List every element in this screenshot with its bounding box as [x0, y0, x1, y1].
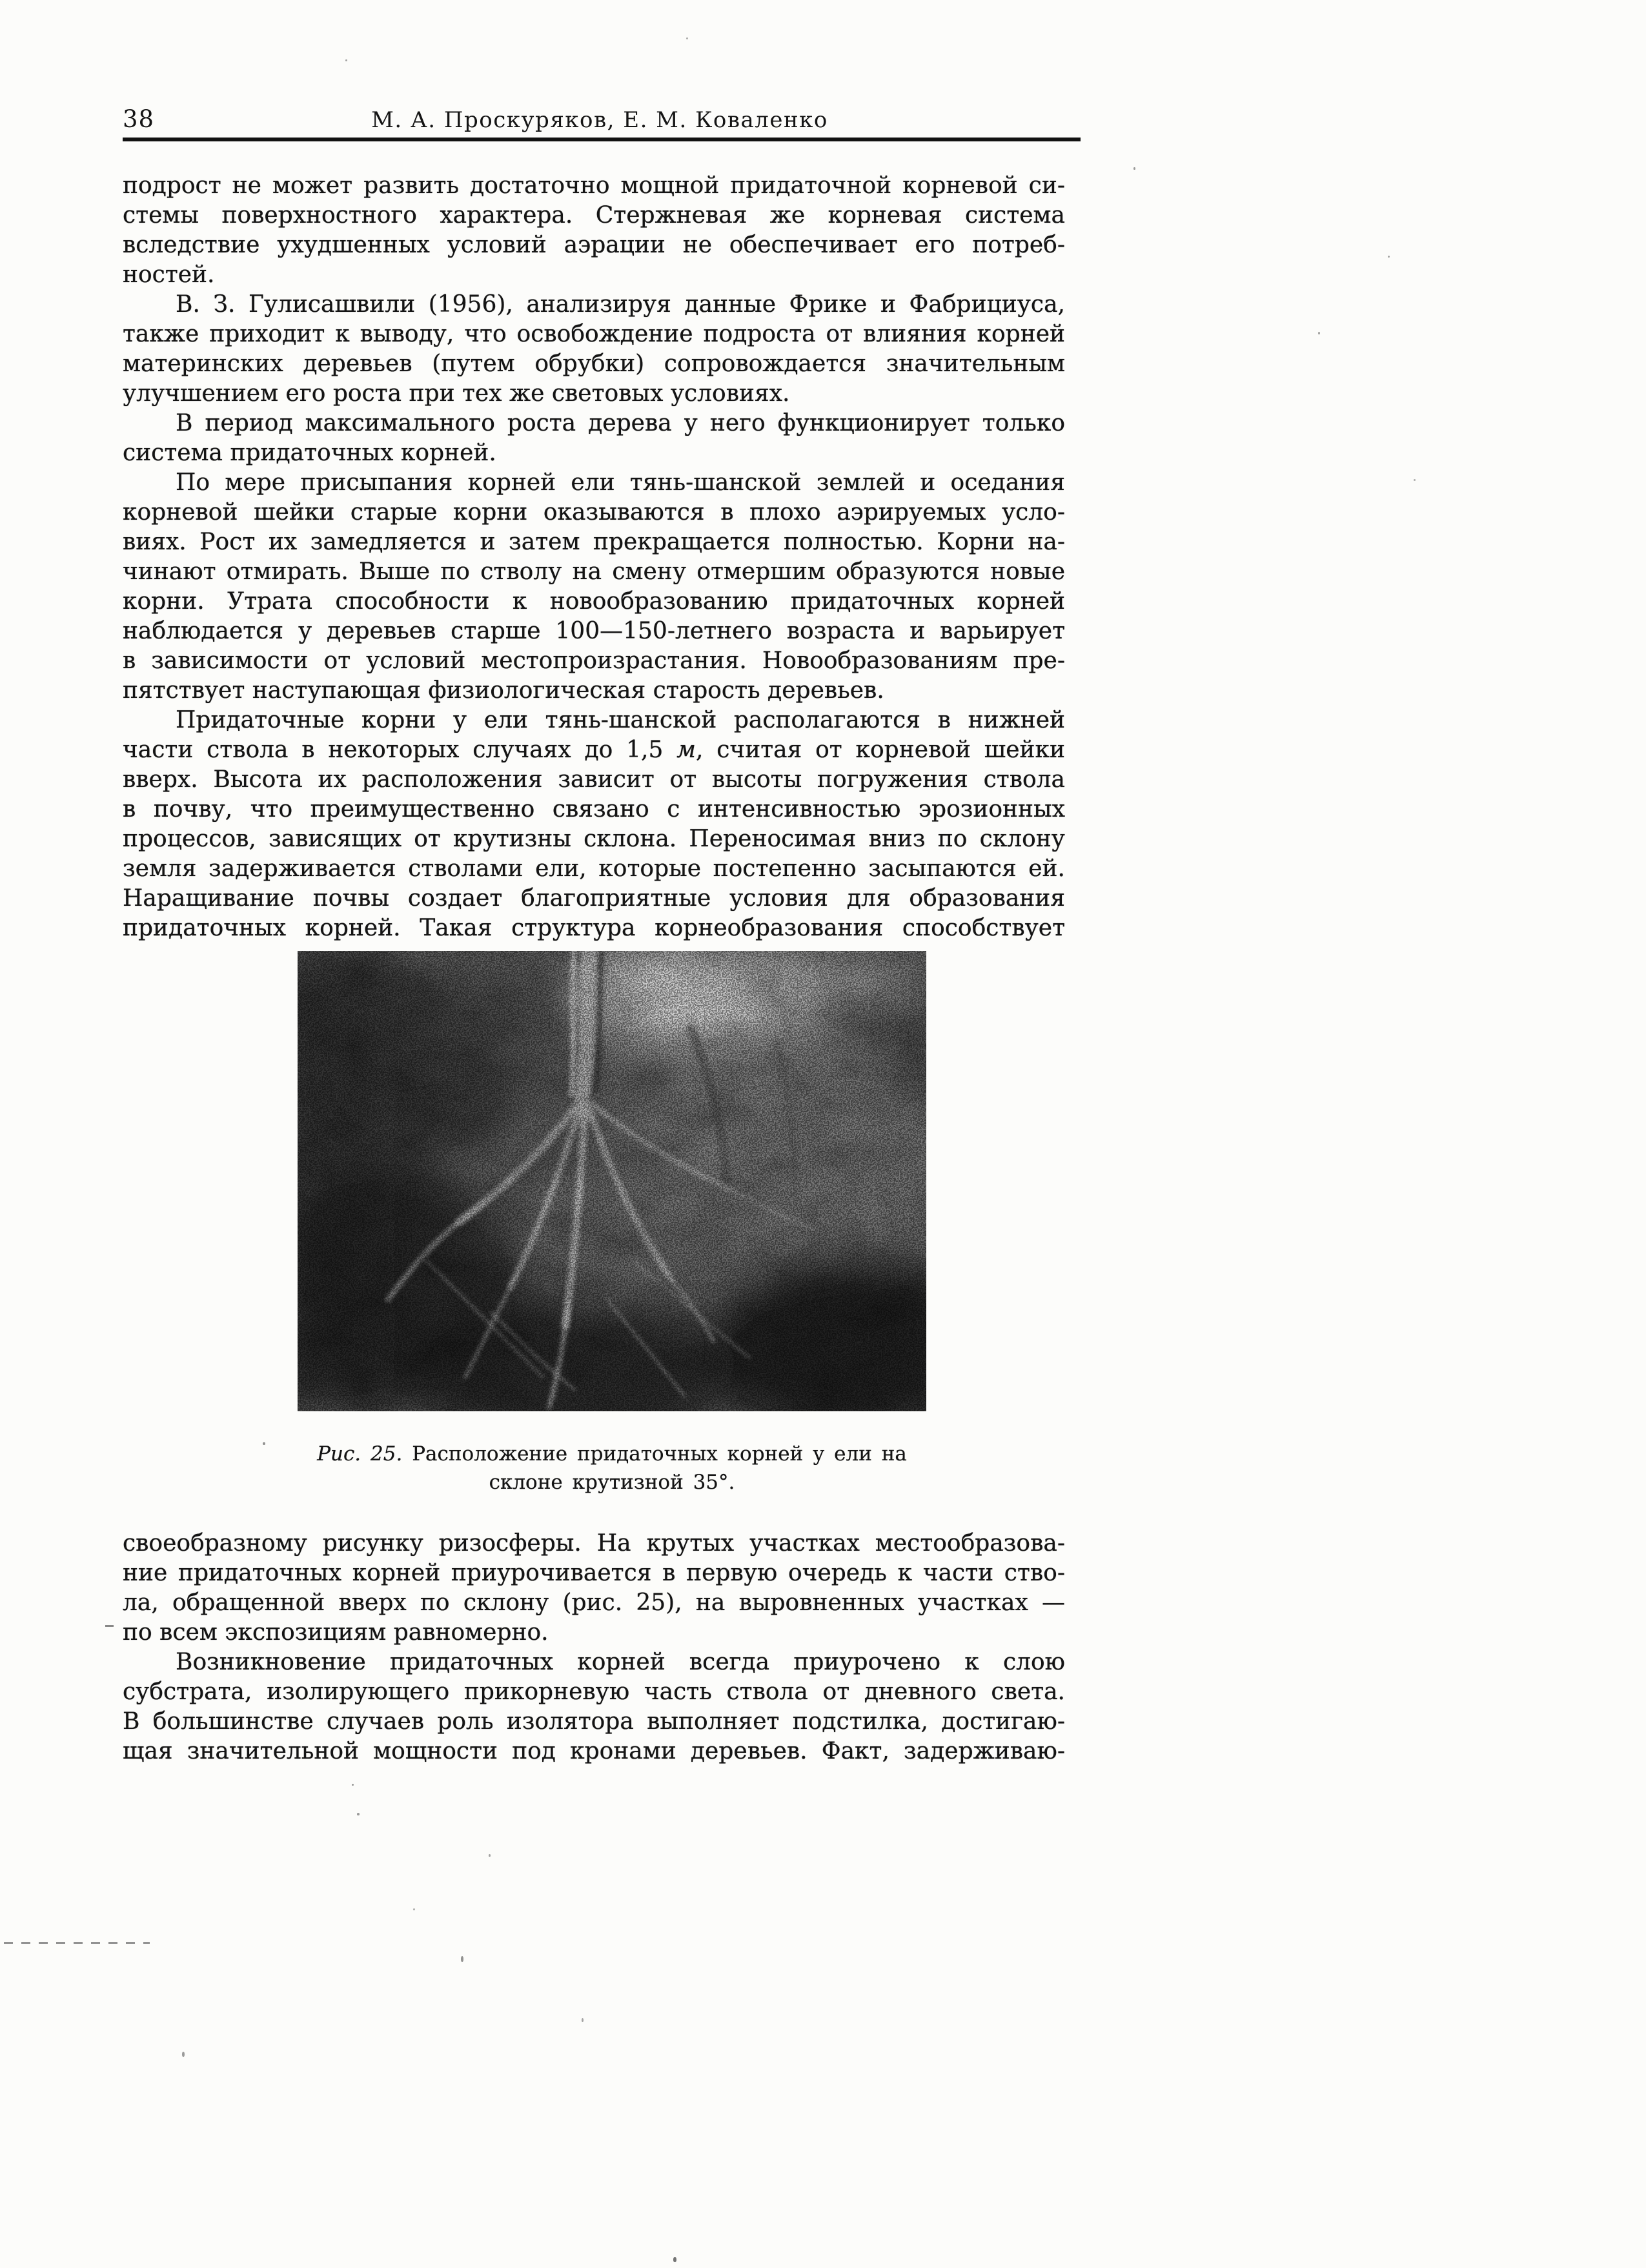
text-line: корневой шейки старые корни оказываются в плохо аэрируемых усло- — [123, 499, 1065, 526]
figure-photo-roots — [298, 951, 926, 1411]
text-line: По мере присыпания корней ели тянь-шанской землей и оседания — [176, 469, 1065, 496]
text-line: ла, обращенной вверх по склону (рис. 25), на выровненных участках — — [123, 1589, 1065, 1616]
text-line: придаточных корней. Такая структура корнеобразования способствует — [123, 915, 1065, 941]
scan-artifact — [1133, 167, 1135, 170]
text-line: улучшением его роста при тех же световых условиях. — [123, 380, 790, 407]
text-segment: части ствола в некоторых случаях до 1,5 — [123, 737, 677, 763]
halftone-photo-graphic — [298, 951, 926, 1411]
text-line: вверх. Высота их расположения зависит от высоты погружения ствола — [123, 766, 1065, 793]
text-line: пятствует наступающая физиологическая старость деревьев. — [123, 677, 884, 704]
text-line: в зависимости от условий местопроизрастания. Новообразованиям пре- — [123, 648, 1065, 674]
header-rule — [123, 138, 1081, 141]
text-column — [123, 171, 1065, 1766]
text-line: Возникновение придаточных корней всегда приурочено к слою — [176, 1649, 1065, 1675]
text-line: ние придаточных корней приурочивается в первую очередь к части ство- — [123, 1560, 1065, 1586]
scan-artifact — [345, 59, 347, 61]
scan-artifact — [489, 1854, 491, 1857]
scan-artifact — [105, 1625, 114, 1627]
text-line: виях. Рост их замедляется и затем прекращается полностью. Корни на- — [123, 529, 1065, 555]
text-line: материнских деревьев (путем обрубки) сопровождается значительным — [123, 351, 1065, 377]
text-line: система придаточных корней. — [123, 440, 496, 466]
text-line: Наращивание почвы создает благоприятные условия для образования — [123, 885, 1065, 912]
text-line: подрост не может развить достаточно мощной придаточной корневой си- — [123, 172, 1065, 199]
text-line: чинают отмирать. Выше по стволу на смену отмершим образуются новые — [123, 558, 1065, 585]
text-line: по всем экспозициям равномерно. — [123, 1619, 549, 1646]
text-line: щая значительной мощности под кронами деревьев. Факт, задерживаю- — [123, 1738, 1065, 1764]
scan-artifact — [461, 1956, 463, 1962]
figure-caption-text: Расположение придаточных корней у ели на — [412, 1442, 907, 1466]
text-line: наблюдается у деревьев старше 100—150-летнего возраста и варьирует — [123, 618, 1065, 644]
text-line: В период максимального роста дерева у него функционирует только — [176, 410, 1065, 436]
figure-25 — [298, 951, 926, 1497]
scan-artifact — [582, 2018, 584, 2022]
text-line: Придаточные корни у ели тянь-шанской располагаются в нижней — [176, 707, 1065, 733]
unit-meters-italic: м — [676, 737, 696, 763]
figure-caption-line1 — [298, 1440, 926, 1468]
paragraph — [123, 171, 1065, 290]
text-line: в почву, что преимущественно связано с интенсивностью эрозионных — [123, 796, 1065, 822]
scan-artifact — [263, 1442, 265, 1445]
scan-artifact — [1414, 479, 1416, 481]
text-line: также приходит к выводу, что освобождение подроста от влияния корней — [123, 321, 1065, 347]
paragraph — [123, 468, 1065, 706]
text-segment: , считая от корневой шейки — [696, 737, 1065, 763]
paragraph — [123, 706, 1065, 943]
figure-caption — [298, 1440, 926, 1497]
running-header: М. А. Проскуряков, Е. М. Коваленко — [371, 107, 828, 133]
figure-caption-line2: склоне крутизной 35°. — [489, 1471, 735, 1494]
text-line: ностей. — [123, 261, 215, 288]
scan-artifact — [1318, 332, 1320, 334]
scan-artifact — [182, 2052, 185, 2057]
text-line: земля задерживается стволами ели, которые постепенно засыпаются ей. — [123, 855, 1065, 882]
scan-artifact — [1388, 256, 1390, 258]
paragraph — [123, 1529, 1065, 1648]
scan-artifact — [352, 1784, 354, 1786]
text-line: корни. Утрата способности к новообразованию придаточных корней — [123, 588, 1065, 615]
text-line: своеобразному рисунку ризосферы. На крутых участках местообразова- — [123, 1530, 1065, 1557]
text-line: вследствие ухудшенных условий аэрации не обеспечивает его потреб- — [123, 232, 1065, 258]
paragraph — [123, 409, 1065, 468]
text-line: стемы поверхностного характера. Стержневая же корневая система — [123, 202, 1065, 229]
text-line — [123, 735, 1065, 765]
scan-artifact — [4, 1942, 150, 1944]
page-number: 38 — [123, 105, 155, 133]
paragraph — [123, 290, 1065, 409]
text-line: В. З. Гулисашвили (1956), анализируя данные Фрике и Фабрициуса, — [176, 291, 1065, 318]
paragraph — [123, 1648, 1065, 1766]
scan-artifact — [673, 2257, 676, 2262]
text-line: субстрата, изолирующего прикорневую часть ствола от дневного света. — [123, 1679, 1065, 1705]
figure-label: Рис. 25. — [317, 1442, 403, 1466]
text-line: В большинстве случаев роль изолятора выполняет подстилка, достигаю- — [123, 1708, 1065, 1735]
scan-artifact — [357, 1813, 360, 1815]
text-line: процессов, зависящих от крутизны склона. Переносимая вниз по склону — [123, 826, 1065, 852]
scan-artifact — [413, 1908, 415, 1910]
scan-artifact — [686, 37, 688, 39]
